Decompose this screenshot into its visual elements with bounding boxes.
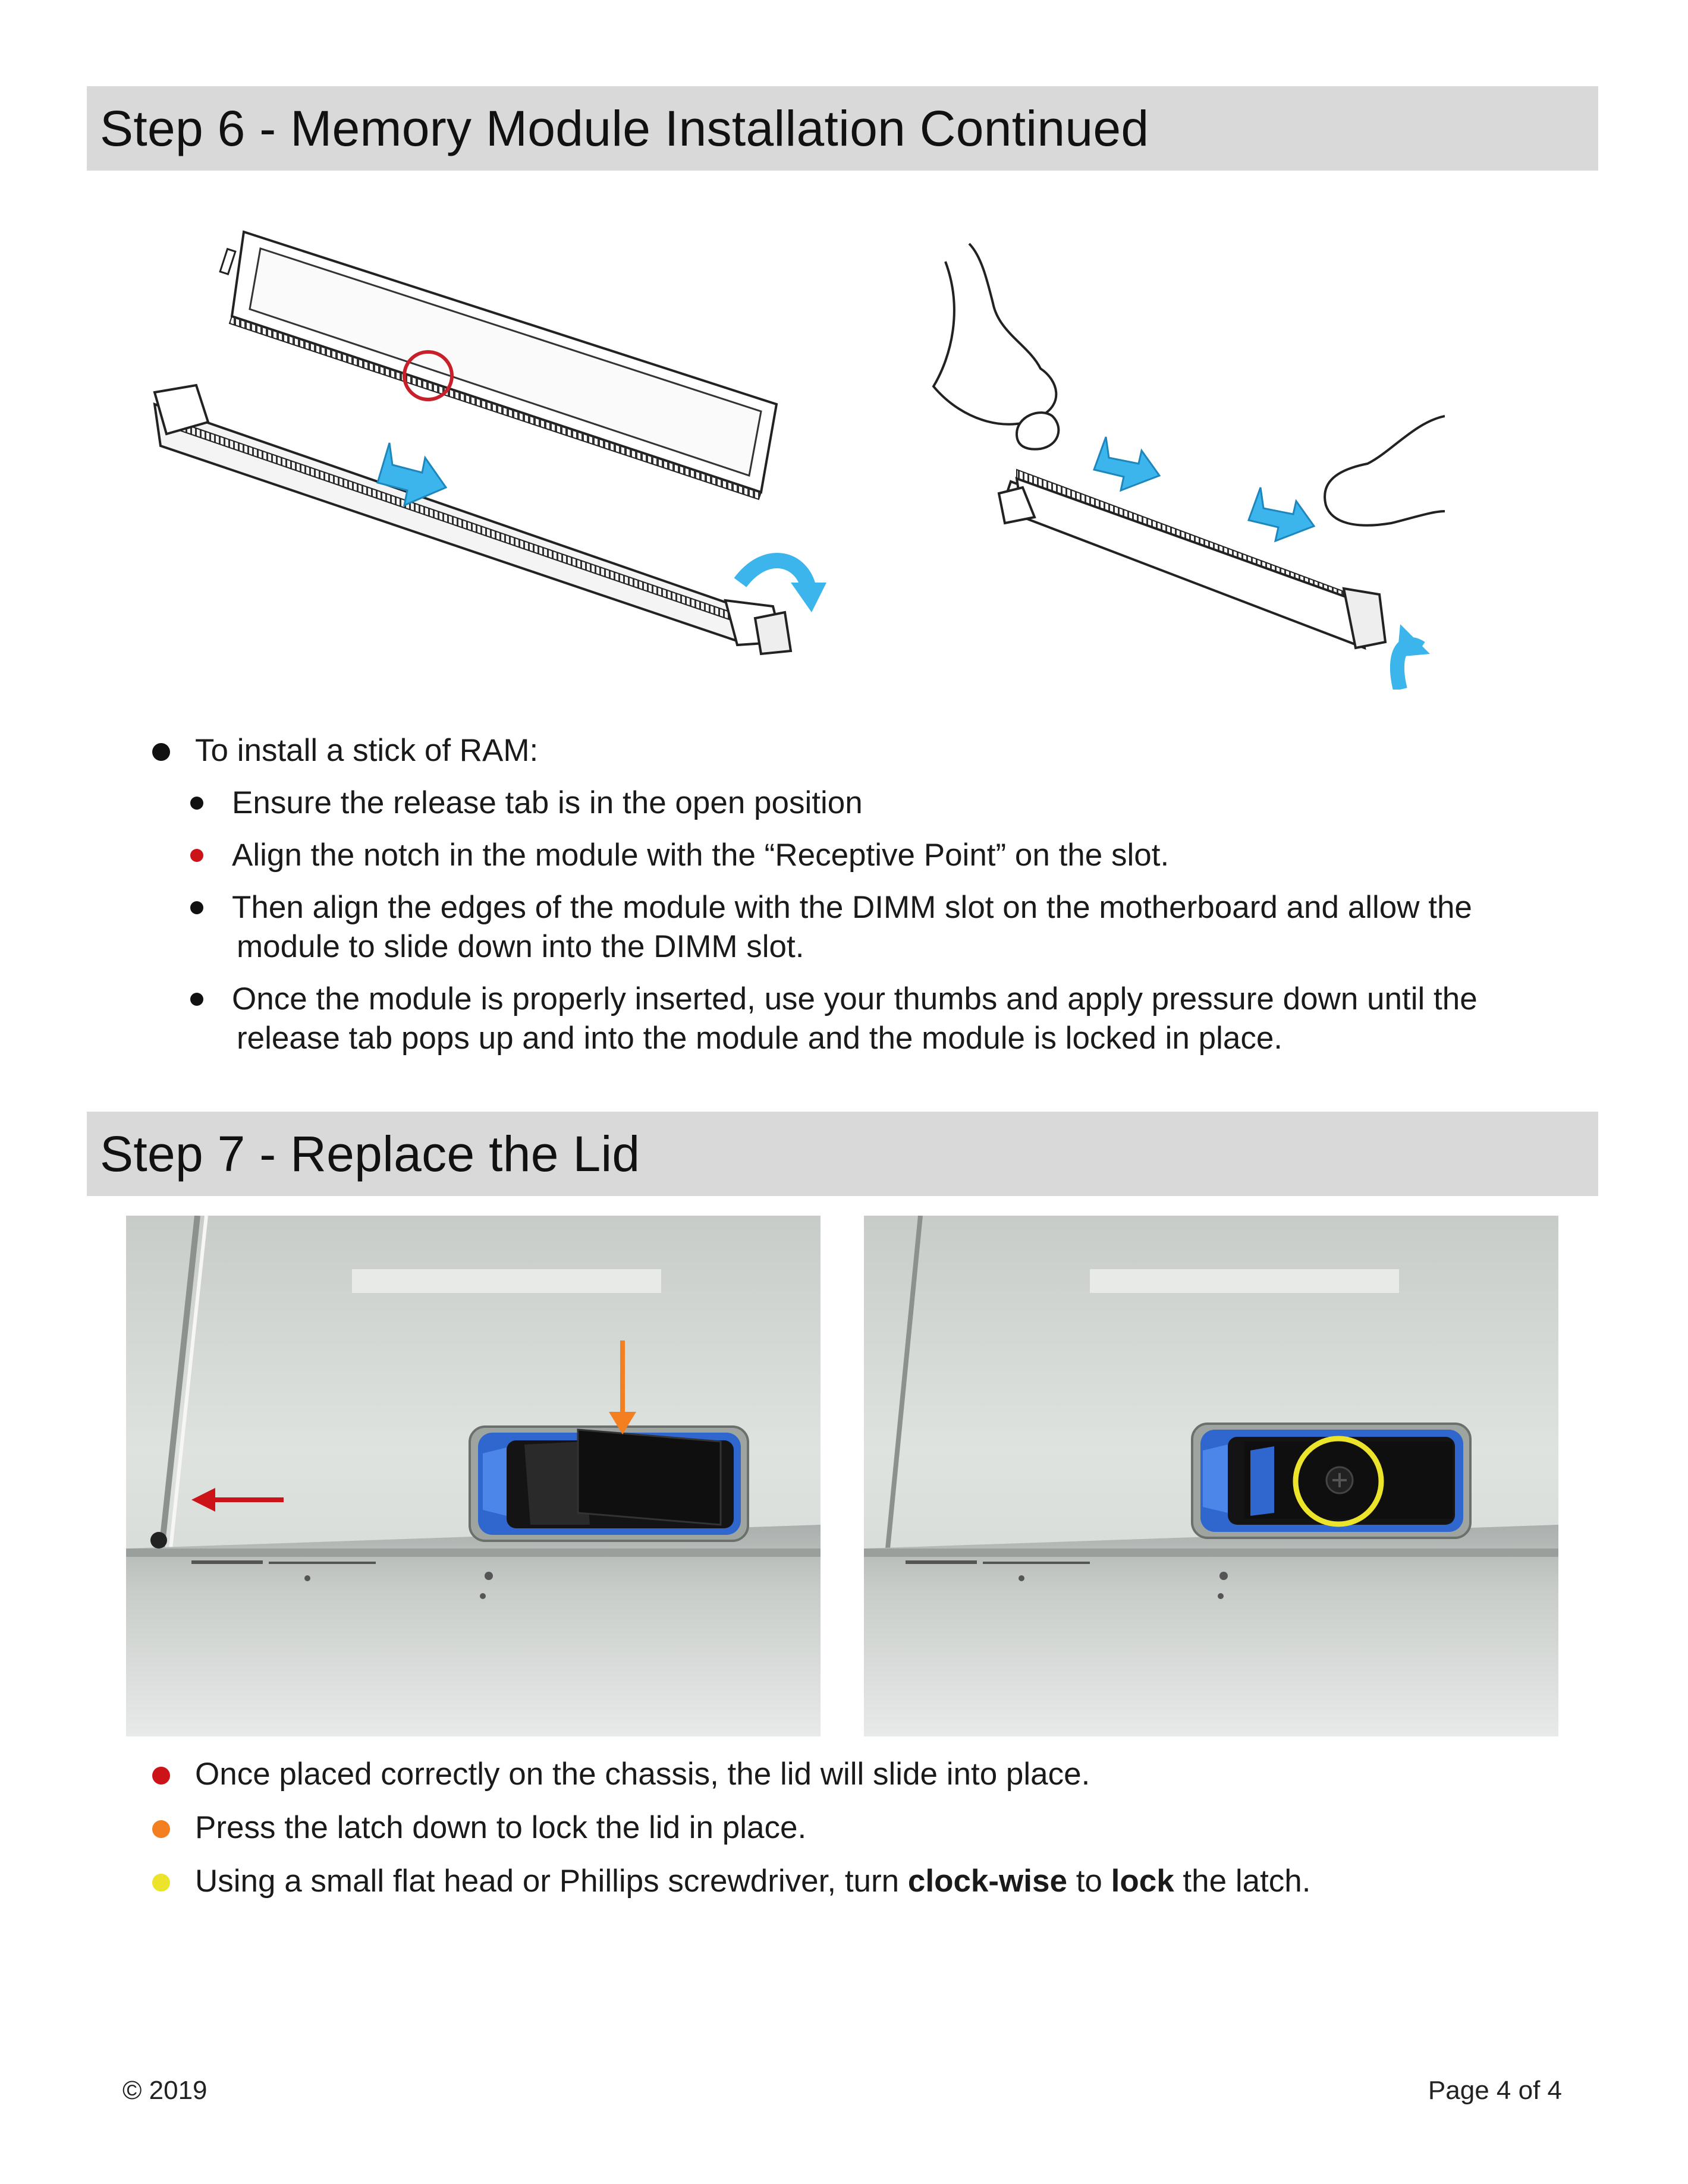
step6-bullet: Align the notch in the module with the “Receptive Point” on the slot.	[232, 838, 1170, 873]
step6-intro: To install a stick of RAM:	[195, 733, 539, 768]
bullet-orange	[152, 1820, 170, 1838]
lock-text-middle: to	[1067, 1864, 1111, 1899]
footer-copyright: © 2019	[122, 2076, 208, 2105]
step7-bullet: Press the latch down to lock the lid in place.	[195, 1810, 807, 1845]
step6-bullet-continued: release tab pops up and into the module and the module is locked in place.	[237, 1021, 1283, 1056]
step6-bullet: Ensure the release tab is in the open position	[232, 785, 863, 820]
step7-bullet-lock	[195, 1862, 1311, 1901]
lid-lock-photo	[864, 1216, 1558, 1736]
bullet-black	[190, 993, 203, 1006]
bullet-red	[190, 849, 203, 862]
bullet-black	[190, 797, 203, 810]
lock-text-clockwise: clock-wise	[907, 1864, 1067, 1899]
step6-bullet: Then align the edges of the module with the DIMM slot on the motherboard and allow the	[232, 890, 1472, 925]
bullet-black	[190, 901, 203, 914]
lid-slide-photo	[126, 1216, 821, 1736]
step7-title: Step 7 - Replace the Lid	[100, 1125, 640, 1182]
left-thumb	[933, 244, 1056, 424]
right-thumb	[1325, 416, 1445, 525]
step6-bullet: Once the module is properly inserted, use your thumbs and apply pressure down until the	[232, 981, 1478, 1017]
bullet-yellow	[152, 1874, 170, 1892]
intro-bullet	[152, 743, 170, 761]
step6-header	[87, 86, 1598, 171]
step6-title: Step 6 - Memory Module Installation Continued	[100, 100, 1149, 156]
press-arrow-2-icon	[1249, 487, 1314, 541]
step7-header	[87, 1112, 1598, 1196]
lock-text-after: the latch.	[1174, 1864, 1311, 1899]
lock-text-lock: lock	[1111, 1864, 1174, 1899]
lock-text-before: Using a small flat head or Phillips screwdriver, turn	[195, 1864, 908, 1899]
step6-bullet-continued: module to slide down into the DIMM slot.	[237, 929, 804, 964]
bullet-red	[152, 1767, 170, 1785]
ram-module-slot-illustration	[143, 226, 832, 678]
press-arrow-1-icon	[1094, 437, 1159, 490]
step7-bullet: Once placed correctly on the chassis, the lid will slide into place.	[195, 1757, 1090, 1792]
footer-page-number: Page 4 of 4	[1428, 2076, 1562, 2105]
lid-latch	[470, 1427, 748, 1541]
thumbs-press-illustration	[928, 238, 1445, 690]
